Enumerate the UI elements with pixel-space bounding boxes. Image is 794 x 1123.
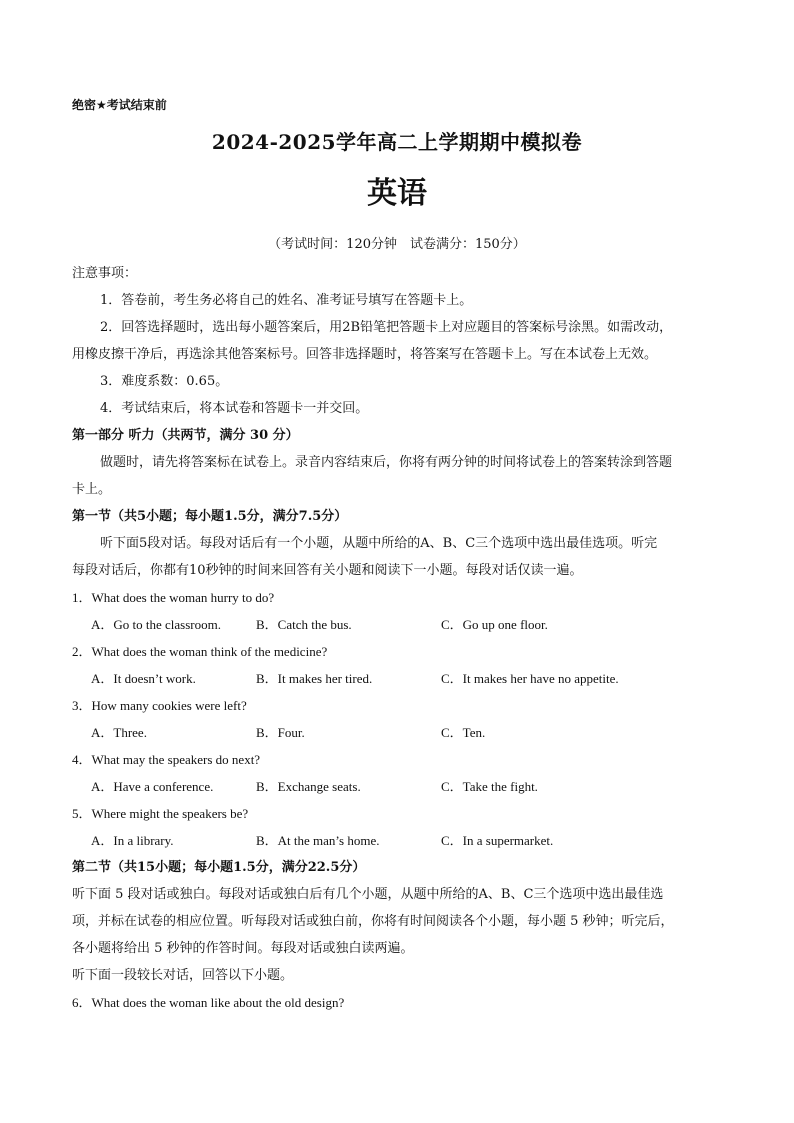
section2-instruction-1: 听下面 5 段对话或独白。每段对话或独白后有几个小题，从题中所给的A、B、C三个选项中选出最佳选 (72, 887, 664, 902)
option-c: C．Ten. (441, 725, 486, 740)
exam-content (72, 260, 722, 1016)
question-1: 1．What does the woman hurry to do? (72, 590, 275, 605)
option-b: B．Exchange seats. (256, 779, 361, 794)
option-a: A．It doesn’t work. (91, 671, 196, 686)
question-5-options (72, 827, 722, 854)
question-2-options (72, 665, 722, 692)
notice-item-2-cont: 用橡皮擦干净后，再选涂其他答案标号。回答非选择题时，将答案写在答题卡上。写在本试卷上无效。 (72, 347, 658, 362)
question-4: 4．What may the speakers do next? (72, 752, 261, 767)
option-b: B．It makes her tired. (256, 671, 373, 686)
section1-heading: 第一节（共5小题；每小题1.5分，满分7.5分） (72, 509, 348, 524)
question-5: 5．Where might the speakers be? (72, 806, 249, 821)
part1-heading: 第一部分 听力（共两节，满分 30 分） (72, 428, 299, 443)
option-c: C．Take the fight. (441, 779, 538, 794)
question-4-options (72, 773, 722, 800)
notice-item-4: 4．考试结束后，将本试卷和答题卡一并交回。 (100, 401, 369, 416)
option-c: C．Go up one floor. (441, 617, 548, 632)
option-a: A．Have a conference. (91, 779, 214, 794)
section2-instruction-3: 各小题将给出 5 秒钟的作答时间。每段对话或独白读两遍。 (72, 941, 414, 956)
option-a: A．Three. (91, 725, 147, 740)
option-c: C．It makes her have no appetite. (441, 671, 619, 686)
question-3-options (72, 719, 722, 746)
option-c: C．In a supermarket. (441, 833, 554, 848)
question-1-options (72, 611, 722, 638)
notice-item-1: 1．答卷前，考生务必将自己的姓名、准考证号填写在答题卡上。 (100, 293, 473, 308)
question-6: 6．What does the woman like about the old design? (72, 995, 345, 1010)
part1-instruction-2: 卡上。 (72, 482, 112, 497)
question-2: 2．What does the woman think of the medicine? (72, 644, 328, 659)
option-b: B．At the man’s home. (256, 833, 380, 848)
section2-instruction-2: 项，并标在试卷的相应位置。听每段对话或独白前，你将有时间阅读各个小题，每小题 5 秒钟；听完后， (72, 914, 674, 929)
section1-instruction-1: 听下面5段对话。每段对话后有一个小题，从题中所给的A、B、C三个选项中选出最佳选项。听完 (100, 536, 658, 551)
option-a: A．In a library. (91, 833, 174, 848)
part1-instruction-1: 做题时，请先将答案标在试卷上。录音内容结束后，你将有两分钟的时间将试卷上的答案转涂到答题 (100, 455, 673, 470)
exam-time-info: （考试时间：120分钟 试卷满分：150分） (268, 237, 526, 252)
notice-item-3: 3．难度系数：0.65。 (100, 374, 229, 389)
section1-instruction-2: 每段对话后，你都有10秒钟的时间来回答有关小题和阅读下一小题。每段对话仅读一遍。 (72, 563, 583, 578)
exam-title: 2024-2025学年高二上学期期中模拟卷 (211, 130, 583, 154)
option-b: B．Catch the bus. (256, 617, 352, 632)
option-a: A．Go to the classroom. (91, 617, 221, 632)
section2-instruction-4: 听下面一段较长对话，回答以下小题。 (72, 968, 294, 983)
option-b: B．Four. (256, 725, 305, 740)
notice-heading: 注意事项： (72, 266, 138, 281)
confidential-label: 绝密★考试结束前 (72, 98, 167, 112)
question-3: 3．How many cookies were left? (72, 698, 247, 713)
notice-item-2: 2．回答选择题时，选出每小题答案后，用2B铅笔把答题卡上对应题目的答案标号涂黑。如需改动， (100, 320, 673, 335)
subject-title: 英语 (367, 176, 427, 211)
section2-heading: 第二节（共15小题；每小题1.5分，满分22.5分） (72, 860, 366, 875)
